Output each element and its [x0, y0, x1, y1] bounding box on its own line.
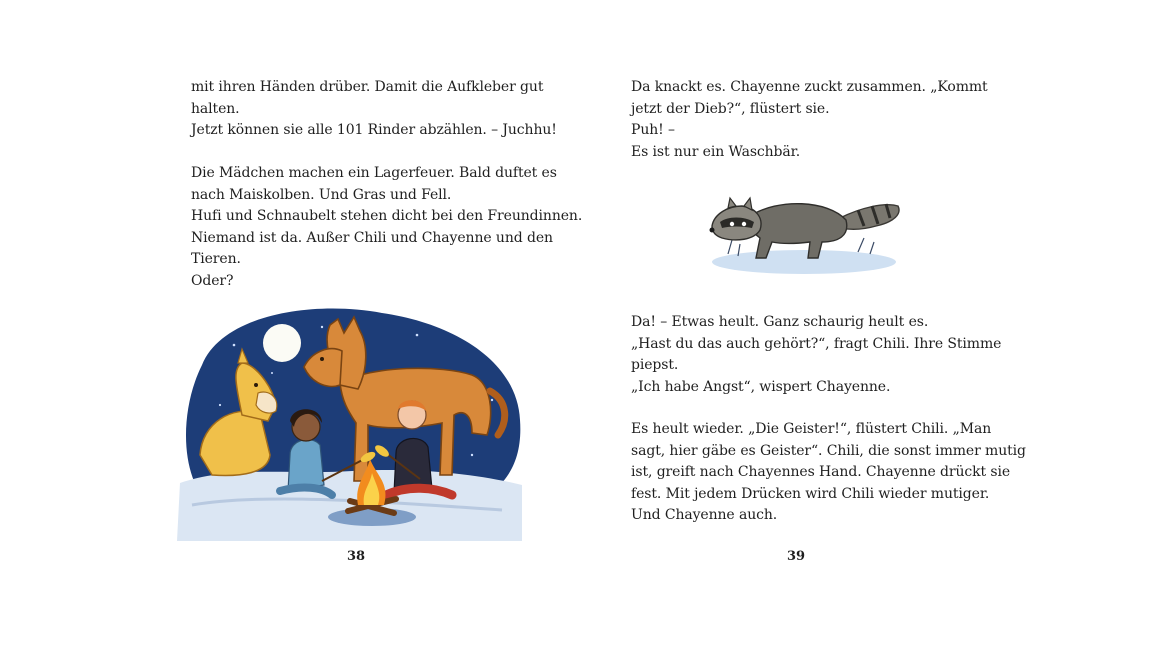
campfire-svg — [172, 305, 524, 541]
text-line: jetzt der Dieb?“, flüstert sie. — [631, 100, 830, 117]
raccoon-svg — [698, 186, 908, 278]
raccoon-illustration — [698, 186, 908, 278]
moon — [263, 324, 301, 362]
right-paragraph-1 — [631, 77, 988, 163]
right-paragraph-2 — [631, 312, 1001, 398]
text-line: ist, greift nach Chayennes Hand. Chayenne drückt sie — [631, 464, 1011, 481]
text-line: Niemand ist da. Außer Chili und Chayenne und den — [191, 229, 553, 246]
text-line: Puh! – — [631, 122, 675, 139]
campfire-night-illustration — [172, 305, 524, 541]
text-line: Es heult wieder. „Die Geister!“, flüstert Chili. „Man — [631, 421, 992, 437]
text-line: Da! – Etwas heult. Ganz schaurig heult es. — [631, 314, 929, 330]
text-line: Tieren. — [191, 251, 241, 268]
text-line: sagt, hier gäbe es Geister“. Chili, die sonst immer mutig — [631, 442, 1026, 459]
page-number: 39 — [786, 549, 806, 564]
snow-ground — [177, 470, 522, 541]
text-line: „Hast du das auch gehört?“, fragt Chili. Ihre Stimme — [631, 335, 1002, 352]
raccoon-body — [749, 204, 846, 258]
text-line: Hufi und Schnaubelt stehen dicht bei den Freundinnen. — [191, 208, 583, 225]
text-line: halten. — [191, 100, 240, 117]
text-line: Da knackt es. Chayenne zuckt zusammen. „Kommt — [631, 79, 988, 95]
text-line: nach Maiskolben. Und Gras und Fell. — [191, 186, 452, 203]
text-line: piepst. — [631, 357, 679, 374]
text-line: „Ich habe Angst“, wispert Chayenne. — [631, 378, 891, 395]
snow-patch — [712, 250, 896, 274]
right-page — [576, 0, 1152, 648]
text-line: Es ist nur ein Waschbär. — [631, 143, 801, 160]
text-line: mit ihren Händen drüber. Damit die Aufkleber gut — [191, 79, 544, 95]
text-line: Und Chayenne auch. — [631, 507, 778, 524]
text-line: Die Mädchen machen ein Lagerfeuer. Bald duftet es — [191, 165, 557, 181]
right-paragraph-3 — [631, 419, 1026, 527]
page-number: 38 — [346, 549, 366, 564]
text-line: fest. Mit jedem Drücken wird Chili wieder mutiger. — [631, 485, 990, 502]
left-paragraph-2 — [191, 163, 582, 293]
left-paragraph-1 — [191, 77, 557, 142]
text-line: Oder? — [191, 272, 234, 289]
text-line: Jetzt können sie alle 101 Rinder abzählen. – Juchhu! — [191, 122, 557, 139]
